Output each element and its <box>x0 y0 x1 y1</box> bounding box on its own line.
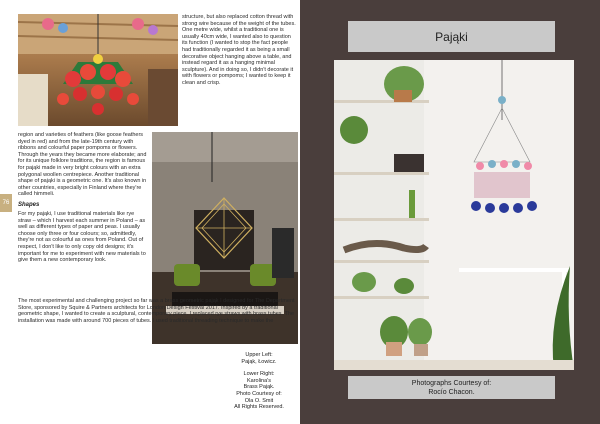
body-paragraph-feathers: region and varieties of feathers (like goose feathers dyed in red) and from the late-19th century with ribbons and colourful paper pompoms or flowers. Through the years they became more elaborate; and for its unique folklore traditions, the region is famous for pająki made in very bright colours with an extra polygonal woollen centrepiece. Another traditional shape of pająki is a geometric one. It's also known in other countries, especially in Finland where they're called himmeli. <box>18 132 147 198</box>
caption-line: Photo Courtesy of: <box>236 390 282 397</box>
page-number-tab: 76 <box>0 194 12 212</box>
caption-line: Lower Right: <box>243 371 275 378</box>
photo-pajak-lowicz <box>18 14 178 126</box>
body-text-column-a: structure, but also replaced cotton thread with strong wire because of the weight of the tubes. One metre wide, whilst a traditional one is usually 40cm wide, I wanted also to question its function (I wanted to stop the fact people had traditionally regarded it as being a small decorative object hanging above a table, and instead regard it as a hanging minimal sculpture). And in doing so, I didn't decorate it with flowers or pompoms; I wanted to keep it clean and crisp. <box>182 14 296 86</box>
caption-line: Upper Left: <box>245 352 273 358</box>
photo-credit <box>348 376 555 399</box>
caption-line: All Rights Reserved. <box>234 404 284 411</box>
body-paragraph-materials: For my pająki, I use traditional materials like rye straw – which I harvest each summer in Poland – as well as different types of paper and peas. I usually choose only three or four colours; so, admittedly, they're not as colourful as ones from Poland. Out of respect, I don't like to only copy old designs; it's important for me to experiment with new materials to give them a new contemporary look. <box>18 210 146 264</box>
body-text-column-c: The most experimental and challenging project so far was a brass geometric pająk I designed for The Department Store, sponsored by Squire & Partners architects for London Design Festival 2017. Inspired by a traditional geometric shape, I wanted to create a sculptural, contemporary piece. I replaced rye straws with brass tubes. The installation was made with around 700 pieces of tubes. I used traditional threading technique to make the <box>18 298 295 324</box>
credit-line: Photographs Courtesy of: <box>411 379 492 387</box>
page-title: Pająki <box>348 21 555 52</box>
caption-line: Pająk, Łowicz. <box>241 358 277 365</box>
caption-line: Ola O. Smit <box>244 397 274 404</box>
photo-shelves-pajak <box>334 60 574 370</box>
body-text-column-b <box>18 132 148 264</box>
caption-line: Karolina's <box>247 377 271 384</box>
photo-caption <box>218 352 300 411</box>
caption-line: Brass Pająk. <box>243 384 275 391</box>
credit-line: Rocío Chacon. <box>428 388 475 396</box>
section-heading-shapes: Shapes <box>18 201 40 208</box>
